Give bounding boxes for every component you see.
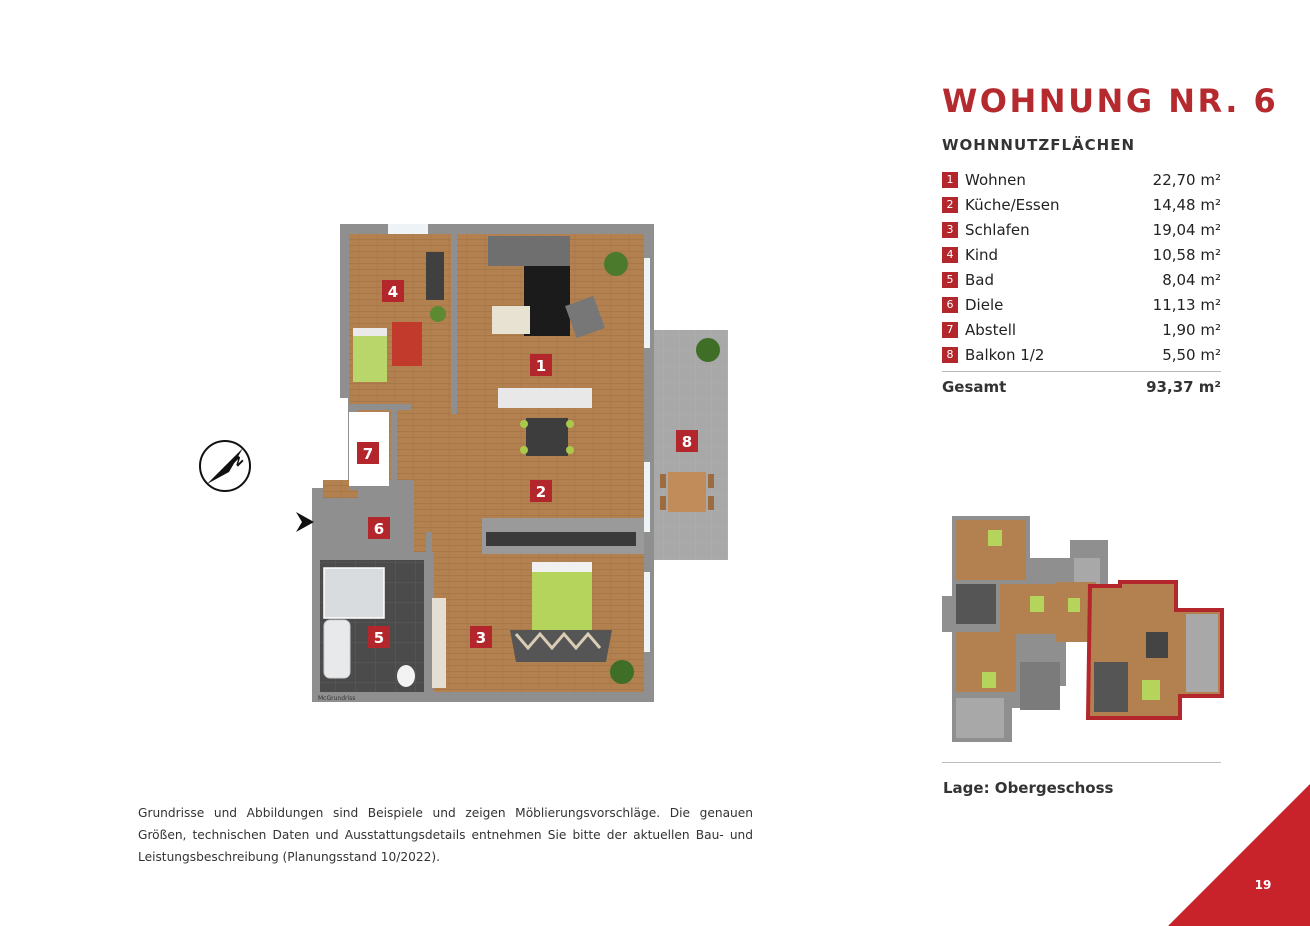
room-badge-6-label: 6 <box>373 520 385 538</box>
area-row <box>942 196 1221 221</box>
area-value: 22,70 m² <box>1152 171 1221 189</box>
room-badge-2-label: 2 <box>535 483 547 501</box>
area-value: 14,48 m² <box>1152 196 1221 214</box>
area-name: Balkon 1/2 <box>965 346 1045 364</box>
total-value: 93,37 m² <box>1146 378 1221 396</box>
area-table <box>942 171 1221 402</box>
area-name: Küche/Essen <box>965 196 1060 214</box>
room-badge-8 <box>676 430 698 452</box>
room-badge-8-label: 8 <box>681 433 693 451</box>
entry-arrow-icon <box>296 512 314 532</box>
sofa <box>488 236 570 266</box>
area-value: 19,04 m² <box>1152 221 1221 239</box>
wall-room4 <box>451 234 457 414</box>
area-badge: 8 <box>942 347 958 363</box>
area-name: Abstell <box>965 321 1017 339</box>
table-divider <box>942 371 1221 372</box>
area-badge: 7 <box>942 322 958 338</box>
area-name: Kind <box>965 246 999 264</box>
room-badge-2 <box>530 480 552 502</box>
area-badge: 1 <box>942 172 958 188</box>
page-title: WOHNUNG NR. 6 <box>942 82 1279 120</box>
room-badge-4-label: 4 <box>387 283 399 301</box>
area-name: Schlafen <box>965 221 1030 239</box>
room-badge-7 <box>357 442 379 464</box>
floor-location: Lage: Obergeschoss <box>943 779 1114 797</box>
bed <box>532 566 592 630</box>
room-badge-3-label: 3 <box>475 629 487 647</box>
area-name: Diele <box>965 296 1004 314</box>
area-value: 1,90 m² <box>1162 321 1221 339</box>
keyplan-floor-map <box>938 512 1226 744</box>
area-value: 11,13 m² <box>1152 296 1221 314</box>
section-subtitle: WOHNNUTZFLÄCHEN <box>942 136 1136 154</box>
area-row <box>942 271 1221 296</box>
room-badge-6 <box>368 517 390 539</box>
room-badge-1-label: 1 <box>535 357 547 375</box>
area-value: 5,50 m² <box>1162 346 1221 364</box>
page-number: 19 <box>1254 878 1272 892</box>
room-badge-3 <box>470 626 492 648</box>
compass-icon <box>197 438 253 494</box>
area-badge: 3 <box>942 222 958 238</box>
area-badge: 5 <box>942 272 958 288</box>
plan-watermark: McGrundriss <box>318 695 356 702</box>
total-label: Gesamt <box>942 378 1007 396</box>
room-badge-7-label: 7 <box>362 445 374 463</box>
area-name: Bad <box>965 271 995 289</box>
keyplan-divider <box>942 762 1221 763</box>
floor-plan <box>296 222 736 706</box>
area-row <box>942 246 1221 271</box>
area-value: 8,04 m² <box>1162 271 1221 289</box>
disclaimer-text: Grundrisse und Abbildungen sind Beispiele und zeigen Möblierungsvorschläge. Die genauen Größen, technischen Daten und Ausstattungsdetails entnehmen Sie bitte der aktuellen Bau- und Leistungsbeschreibung (Planungsstand 10/2022). <box>138 806 753 864</box>
area-row <box>942 321 1221 346</box>
room-badge-5 <box>368 626 390 648</box>
area-badge: 6 <box>942 297 958 313</box>
area-row <box>942 171 1221 196</box>
area-badge: 2 <box>942 197 958 213</box>
page-corner-triangle <box>1168 784 1310 926</box>
room-badge-4 <box>382 280 404 302</box>
area-row <box>942 296 1221 321</box>
room-badge-1 <box>530 354 552 376</box>
area-row <box>942 221 1221 246</box>
total-row <box>942 378 1221 402</box>
compass-letter: N <box>230 453 246 470</box>
area-badge: 4 <box>942 247 958 263</box>
area-value: 10,58 m² <box>1152 246 1221 264</box>
area-name: Wohnen <box>965 171 1026 189</box>
area-row <box>942 346 1221 371</box>
room-badge-5-label: 5 <box>373 629 385 647</box>
